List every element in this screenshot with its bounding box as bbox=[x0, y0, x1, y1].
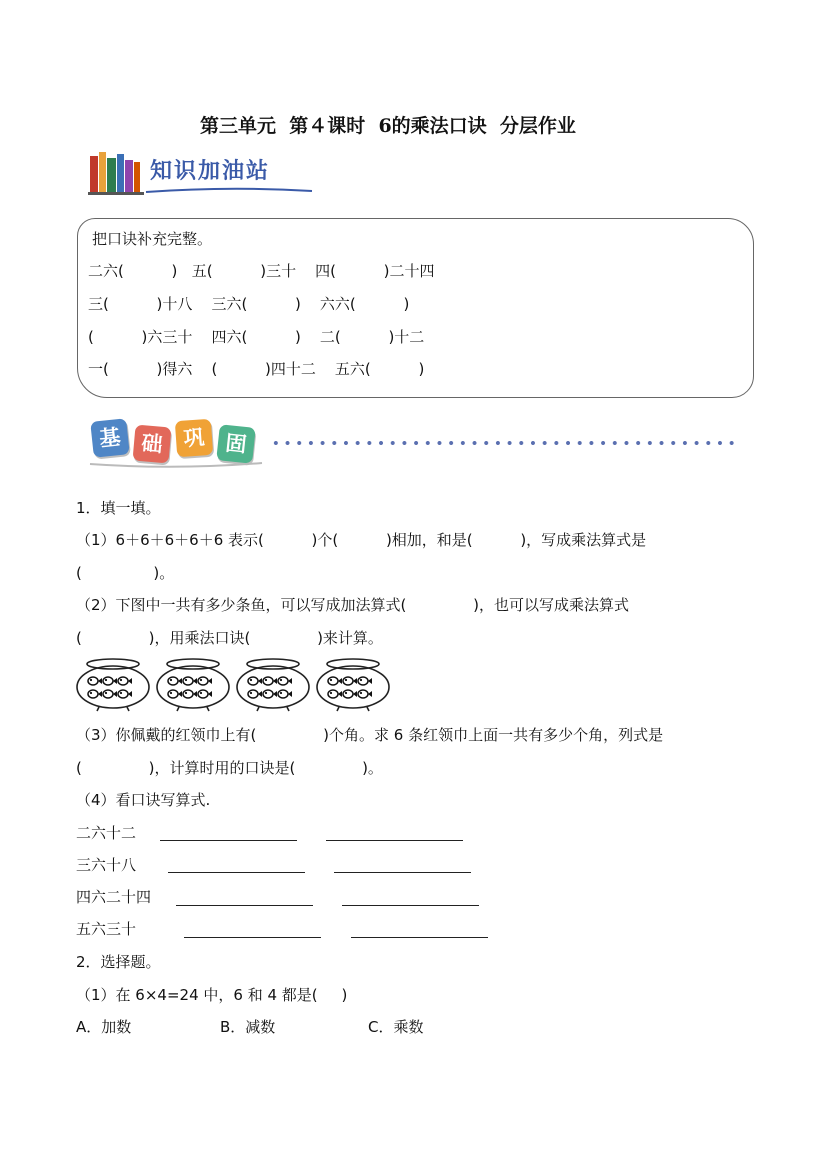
fish-icon bbox=[278, 677, 292, 685]
fish-icon bbox=[328, 677, 342, 685]
q1-part3-line1: （3）你佩戴的红领巾上有( )个角。求 6 条红领巾上面一共有多少个角，列式是 bbox=[76, 726, 664, 744]
fish-bowl-icon bbox=[314, 656, 392, 712]
answer-line[interactable] bbox=[326, 840, 463, 841]
answer-line[interactable] bbox=[342, 905, 479, 906]
fish-icon bbox=[263, 677, 277, 685]
fish-icon bbox=[358, 677, 372, 685]
banner-tile: 基 bbox=[90, 418, 130, 458]
formula-row-label: 四六二十四 bbox=[76, 888, 152, 906]
fish-icon bbox=[103, 690, 117, 698]
fish-icon bbox=[118, 690, 132, 698]
banner-tile: 固 bbox=[216, 424, 256, 464]
fish-icon bbox=[198, 690, 212, 698]
answer-line[interactable] bbox=[351, 937, 488, 938]
fish-icon bbox=[183, 677, 197, 685]
fish-bowls bbox=[74, 656, 394, 712]
knowledge-row: 二六( ) 五( )三十 四( )二十四 bbox=[88, 262, 435, 280]
knowledge-banner-label: 知识加油站 bbox=[150, 159, 271, 184]
option-c[interactable]: C．乘数 bbox=[368, 1018, 424, 1036]
knowledge-banner bbox=[88, 148, 318, 198]
dotted-divider bbox=[270, 440, 740, 446]
answer-line[interactable] bbox=[184, 937, 321, 938]
knowledge-intro: 把口诀补充完整。 bbox=[92, 230, 213, 248]
q1-heading: 1．填一填。 bbox=[76, 499, 161, 517]
fish-icon bbox=[88, 677, 102, 685]
fish-bowl-icon bbox=[74, 656, 152, 712]
books-icon bbox=[88, 150, 144, 196]
answer-line[interactable] bbox=[160, 840, 297, 841]
fish-icon bbox=[263, 690, 277, 698]
banner-underline bbox=[144, 186, 314, 196]
banner-tile: 础 bbox=[132, 424, 171, 463]
answer-line[interactable] bbox=[176, 905, 313, 906]
banner-tile: 巩 bbox=[175, 419, 213, 457]
fish-bowl-icon bbox=[234, 656, 312, 712]
answer-line[interactable] bbox=[334, 872, 471, 873]
fish-icon bbox=[248, 677, 262, 685]
fish-icon bbox=[118, 677, 132, 685]
q2-part1: （1）在 6×4=24 中，6 和 4 都是( ) bbox=[76, 986, 348, 1004]
page-title: 第三单元 第４课时 6的乘法口诀 分层作业 bbox=[200, 115, 576, 137]
q1-part1-line1: （1）6＋6＋6＋6＋6 表示( )个( )相加，和是( )，写成乘法算式是 bbox=[76, 531, 647, 549]
fish-icon bbox=[278, 690, 292, 698]
fish-icon bbox=[358, 690, 372, 698]
knowledge-row: ( )六三十 四六( ) 二( )十二 bbox=[88, 328, 425, 346]
option-b[interactable]: B．减数 bbox=[220, 1018, 276, 1036]
banner-underline bbox=[86, 460, 266, 470]
q1-part4-heading: （4）看口诀写算式. bbox=[76, 791, 211, 809]
fish-icon bbox=[343, 690, 357, 698]
fish-icon bbox=[168, 677, 182, 685]
answer-line[interactable] bbox=[168, 872, 305, 873]
q1-part1-line2: ( )。 bbox=[76, 564, 175, 582]
formula-row-label: 二六十二 bbox=[76, 824, 137, 842]
knowledge-row: 一( )得六 ( )四十二 五六( ) bbox=[88, 360, 425, 378]
knowledge-row: 三( )十八 三六( ) 六六( ) bbox=[88, 295, 410, 313]
basic-practice-banner bbox=[86, 418, 276, 470]
fish-icon bbox=[168, 690, 182, 698]
fish-icon bbox=[343, 677, 357, 685]
fish-icon bbox=[248, 690, 262, 698]
fish-icon bbox=[183, 690, 197, 698]
option-a[interactable]: A．加数 bbox=[76, 1018, 132, 1036]
fish-bowl-icon bbox=[154, 656, 232, 712]
q1-part2-line2: ( )，用乘法口诀( )来计算。 bbox=[76, 629, 383, 647]
formula-row-label: 五六三十 bbox=[76, 920, 137, 938]
fish-icon bbox=[88, 690, 102, 698]
q1-part3-line2: ( )，计算时用的口诀是( )。 bbox=[76, 759, 383, 777]
fish-icon bbox=[103, 677, 117, 685]
fish-icon bbox=[328, 690, 342, 698]
formula-row-label: 三六十八 bbox=[76, 856, 137, 874]
q2-heading: 2．选择题。 bbox=[76, 953, 161, 971]
fish-icon bbox=[198, 677, 212, 685]
q1-part2-line1: （2）下图中一共有多少条鱼，可以写成加法算式( )，也可以写成乘法算式 bbox=[76, 596, 630, 614]
